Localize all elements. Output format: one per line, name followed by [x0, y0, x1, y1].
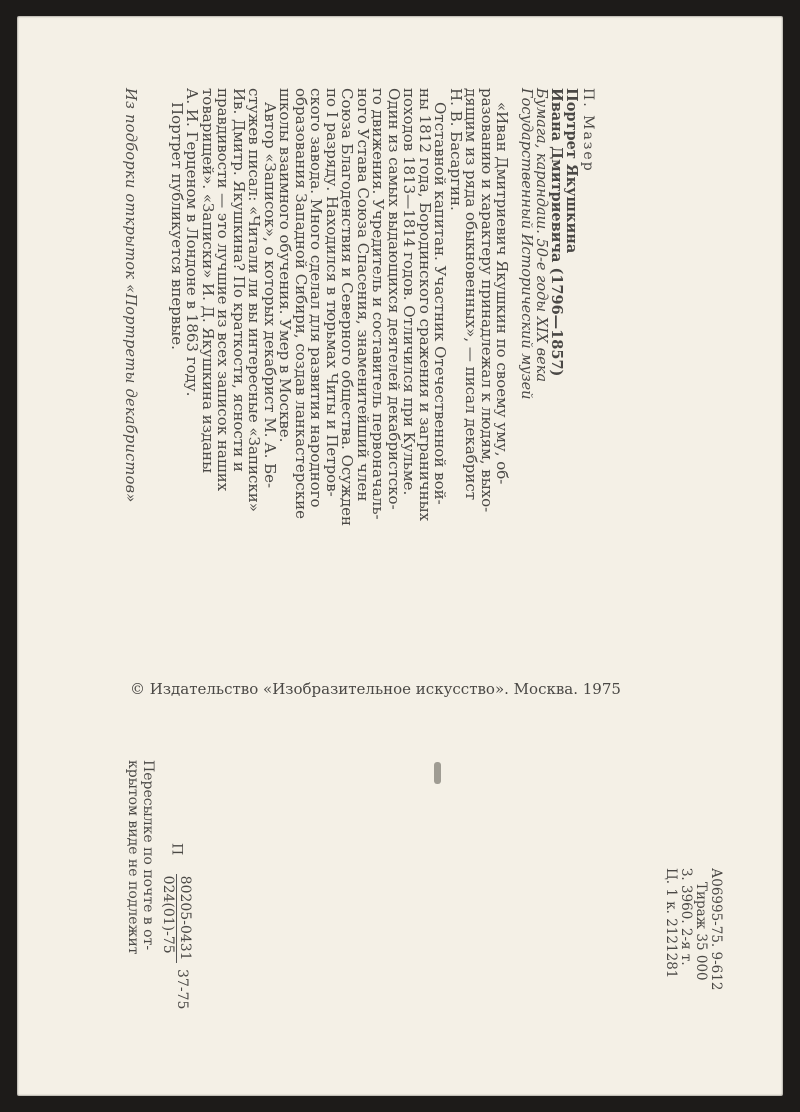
series-note: Из подборки открыток «Портреты декабристов» [122, 88, 138, 503]
mail-note-line: Пересылке по почте в от- [140, 760, 156, 951]
copyright: © Издательство «Изобразительное искусство». Москва. 1975 [130, 680, 621, 698]
bio-line: образования Западной Сибири, создав ланкастерские [292, 88, 310, 519]
memoir-line: Автор «Записок», о которых декабрист М. А. Бе- [261, 102, 279, 489]
quote-line: дящим из ряда обыкновенных», — писал декабрист [462, 88, 481, 501]
title-line-2: Ивана Дмитриевича (1796—1857) [548, 88, 565, 377]
main-text-block [169, 88, 596, 628]
imprint-line: Ц. 1 к. 2121281 [663, 868, 679, 979]
memoir-line: товарищей». «Записки» И. Д. Якушкина изданы [199, 88, 217, 474]
memoir-line: Ив. Дмитр. Якушкина? По краткости, ясности и [230, 88, 248, 472]
bio-line: Отставной капитан. Участник Отечественной вой- [431, 102, 450, 505]
museum: Государственный Исторический музей [518, 88, 534, 400]
imprint-line: З. 3960. 2-я т. [678, 868, 694, 966]
quote-line: разованию и характеру принадлежал к людям, выхо- [478, 88, 496, 513]
price-letter: П [168, 843, 185, 856]
memoir-line: стужев писал: «Читали ли вы интересные «Записки» [245, 88, 264, 512]
price-fraction [160, 874, 193, 963]
price-suffix: 37-75 [174, 969, 191, 1010]
mail-note [125, 760, 155, 1030]
imprint [663, 868, 723, 1028]
mail-note-line: крытом виде не подлежит [125, 760, 141, 955]
bio-line: Один из самых выдающихся деятелей декабристско- [385, 88, 403, 510]
bio-line: ны 1812 года, Бородинского сражения и заграничных [416, 88, 434, 522]
title-line-1: Портрет Якушкина [563, 88, 581, 254]
quote-line: «Иван Дмитриевич Якушкин по своему уму, об- [493, 102, 512, 485]
memoir-line: правдивости — это лучшие из всех записок наших [214, 88, 233, 492]
imprint-line: Тираж 35 000 [693, 882, 709, 981]
imprint-line: А06995-75. 9-612 [708, 868, 724, 991]
author: П. Мазер [580, 88, 596, 173]
bio-line: по I разряду. Находился в тюрьмах Читы и Петров- [323, 88, 341, 497]
bio-line: ного Устава Союза Спасения, знаменитейший член [354, 88, 372, 502]
price-code [160, 843, 193, 1043]
memoir-line: Портрет публикуется впервые. [168, 102, 186, 350]
medium: Бумага, карандаш. 50-е годы XIX века [533, 88, 550, 383]
bio-line: Союза Благоденствия и Северного общества. Осужден [338, 88, 357, 526]
bio-line: походов 1813—1814 годов. Отличился при Кульме. [400, 88, 419, 496]
quote-line: Н. В. Басаргин. [447, 88, 465, 211]
price-denominator: 024(01)-75 [160, 875, 176, 954]
memoir-line: А. И. Герценом в Лондоне в 1863 году. [183, 88, 202, 397]
price-numerator: 80205-0431 [177, 875, 193, 961]
ink-smudge [434, 762, 441, 784]
bio-line: ского завода. Много сделал для развития народного [307, 88, 326, 508]
bio-line: го движения. Учредитель и составитель первоначаль- [369, 88, 388, 520]
bio-line: школы взаимного обучения. Умер в Москве. [276, 88, 295, 443]
